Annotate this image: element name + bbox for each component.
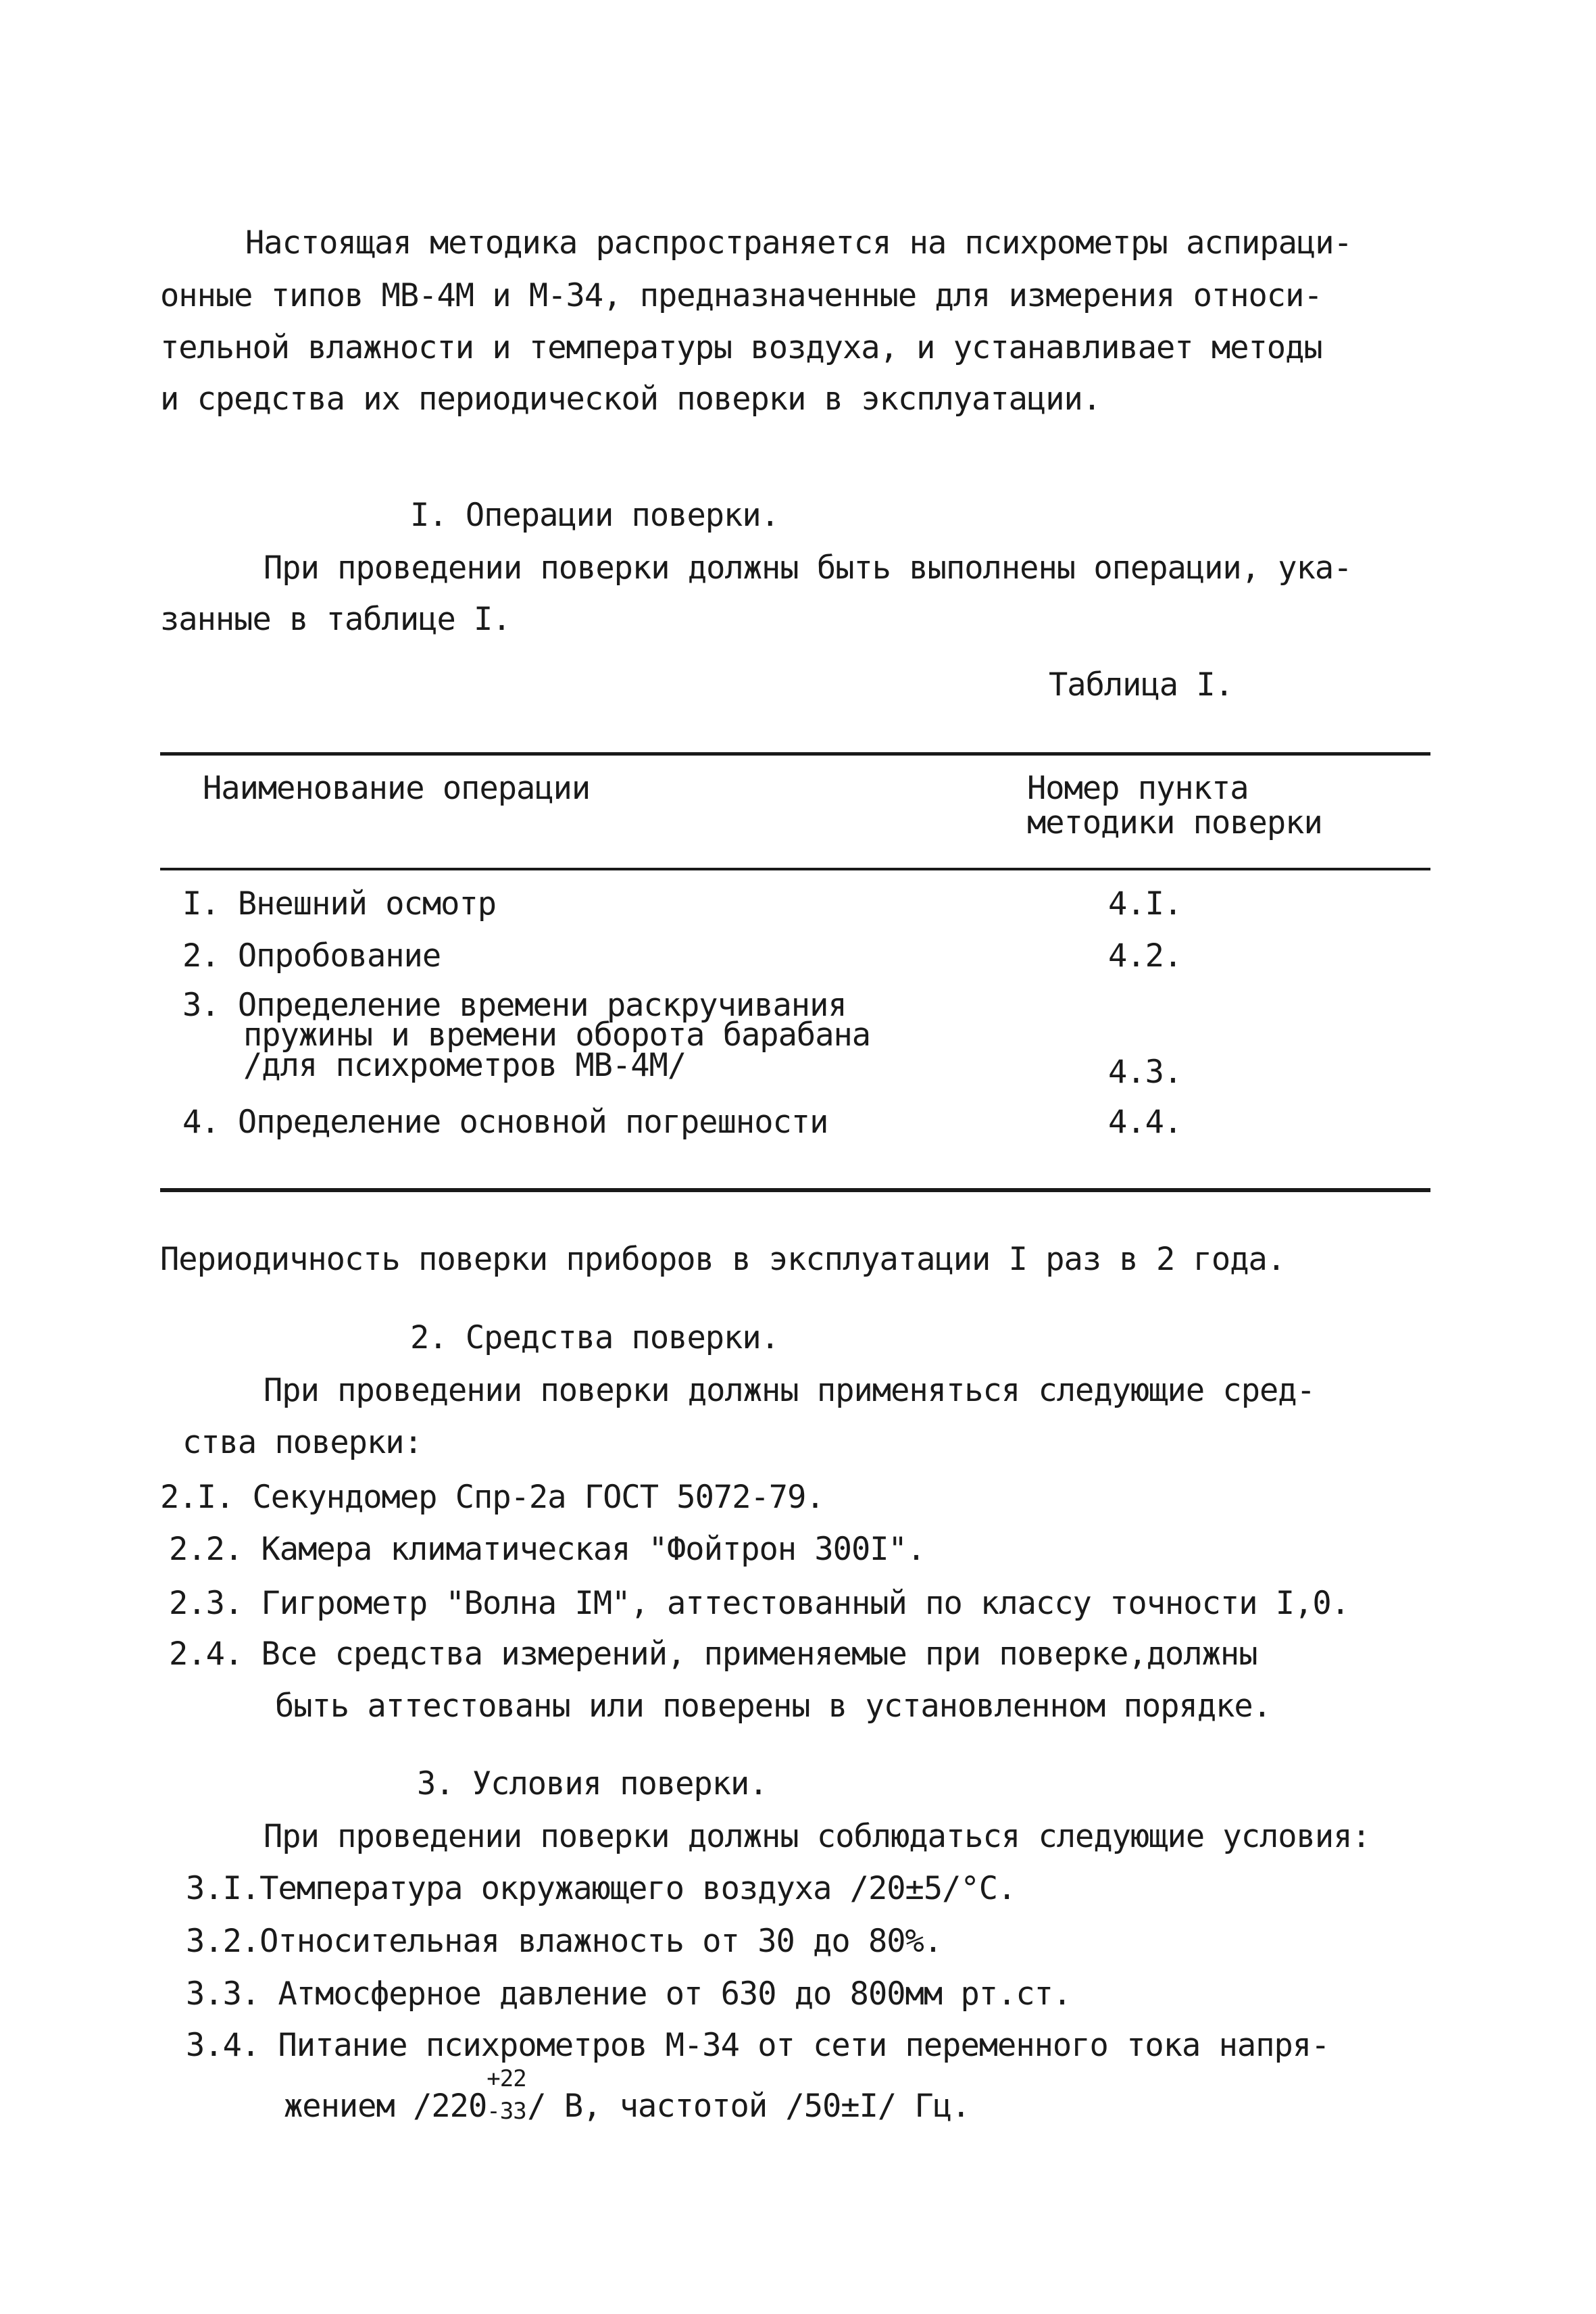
- section-2-item-3: 2.3. Гигрометр "Волна IМ", аттестованный по классу точности I,0.: [169, 1585, 1349, 1622]
- table-caption: Таблица I.: [1049, 666, 1233, 704]
- table-bottom-rule: [160, 1188, 1430, 1192]
- section-2-item-4-line-2: быть аттестованы или поверены в установленном порядке.: [275, 1688, 1272, 1725]
- table-row-4-name: 4. Определение основной погрешности: [182, 1104, 828, 1141]
- voltage-tolerance: [487, 2065, 527, 2125]
- section-3-item-3: 3.3. Атмосферное давление от 630 до 800мм рт.ст.: [186, 1975, 1072, 2013]
- table-row-1-number: 4.I.: [1108, 885, 1182, 922]
- section-1-para-line-2: занные в таблице I.: [160, 601, 511, 638]
- section-3-item-1: 3.I.Температура окружающего воздуха /20±5/°С.: [186, 1870, 1016, 1907]
- table-top-rule: [160, 752, 1430, 756]
- table-row-3-name-line-2: пружины и времени оборота барабана: [243, 1016, 871, 1054]
- intro-line-4: и средства их периодической поверки в эксплуатации.: [160, 380, 1101, 418]
- table-header-item-line-1: Номер пункта: [1027, 770, 1249, 807]
- intro-line-3: тельной влажности и температуры воздуха, и устанавливает методы: [160, 329, 1322, 366]
- section-2-para-line-1: При проведении поверки должны применяться следующие сред-: [264, 1372, 1315, 1409]
- table-row-1-name: I. Внешний осмотр: [182, 885, 497, 922]
- table-row-3-name-line-1: 3. Определение времени раскручивания: [182, 987, 847, 1024]
- section-3-item-4-line-2: [284, 2065, 970, 2125]
- table-row-4-number: 4.4.: [1108, 1104, 1182, 1141]
- section-2-heading: 2. Средства поверки.: [410, 1319, 779, 1356]
- table-row-3-number: 4.3.: [1108, 1054, 1182, 1091]
- table-header-operation: Наименование операции: [203, 770, 591, 807]
- table-row-2-name: 2. Опробование: [182, 937, 441, 975]
- voltage-prefix: жением /220: [284, 2088, 487, 2125]
- voltage-tolerance-plus: +22: [487, 2065, 526, 2092]
- section-1-heading: I. Операции поверки.: [410, 497, 779, 534]
- section-2-item-2: 2.2. Камера климатическая "Фойтрон 300I".: [169, 1531, 926, 1568]
- intro-line-2: онные типов МВ-4М и М-34, предназначенные для измерения относи-: [160, 277, 1322, 314]
- table-row-3-name-line-3: /для психрометров МВ-4М/: [243, 1047, 687, 1084]
- section-2-item-1: 2.I. Секундомер Спр-2а ГОСТ 5072-79.: [160, 1479, 824, 1516]
- intro-line-1: Настоящая методика распространяется на психрометры аспираци-: [245, 224, 1352, 262]
- table-header-item-line-2: методики поверки: [1027, 804, 1322, 841]
- periodicity-note: Периодичность поверки приборов в эксплуатации I раз в 2 года.: [160, 1241, 1286, 1278]
- section-2-item-4-line-1: 2.4. Все средства измерений, применяемые при поверке,должны: [169, 1635, 1257, 1673]
- voltage-suffix: / В, частотой /50±I/ Гц.: [527, 2088, 970, 2125]
- table-header-rule: [160, 868, 1430, 870]
- section-2-para-line-2: ства поверки:: [182, 1424, 422, 1461]
- section-3-item-4-line-1: 3.4. Питание психрометров М-34 от сети переменного тока напря-: [186, 2027, 1330, 2064]
- table-row-2-number: 4.2.: [1108, 937, 1182, 975]
- section-3-item-2: 3.2.Относительная влажность от 30 до 80%.: [186, 1923, 943, 1960]
- section-3-heading: 3. Условия поверки.: [417, 1765, 768, 1802]
- voltage-tolerance-minus: -33: [487, 2098, 526, 2125]
- section-1-para-line-1: При проведении поверки должны быть выполнены операции, ука-: [264, 549, 1352, 587]
- section-3-para-line-1: При проведении поверки должны соблюдаться следующие условия:: [264, 1818, 1370, 1855]
